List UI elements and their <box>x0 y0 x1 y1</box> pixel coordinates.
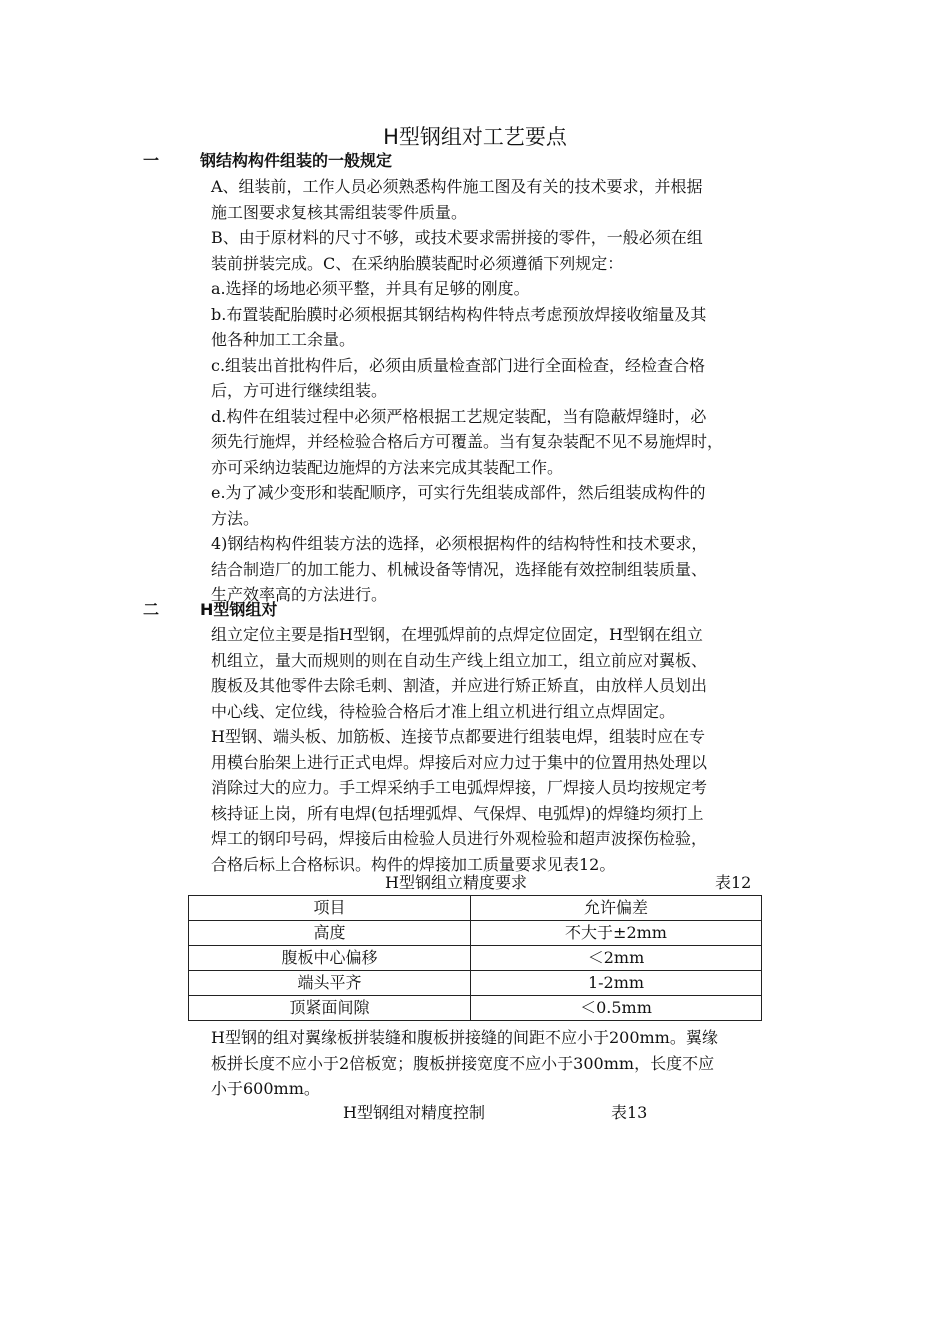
table-header-row <box>189 896 762 921</box>
table-header-cell: 允许偏差 <box>471 896 762 921</box>
table-12-caption: H型钢组立精度要求 <box>385 873 527 892</box>
paragraph-line: 生产效率高的方法进行。 <box>211 585 388 604</box>
table-cell: 顶紧面间隙 <box>189 996 471 1021</box>
paragraph-line: b.布置装配胎膜时必须根据其钢结构构件特点考虑预放焊接收缩量及其 <box>211 304 707 324</box>
table-cell: 端头平齐 <box>189 971 471 996</box>
paragraph-line: 装前拼装完成。C、在采纳胎膜装配时必须遵循下列规定： <box>211 253 624 273</box>
paragraph-line: 施工图要求复核其需组装零件质量。 <box>211 202 468 222</box>
paragraph-line: H型钢的组对翼缘板拼装缝和腹板拼接缝的间距不应小于200mm。翼缘 <box>211 1028 718 1047</box>
paragraph-line: 结合制造厂的加工能力、机械设备等情况，选择能有效控制组装质量、 <box>211 559 708 579</box>
paragraph-line: 4)钢结构构件组装方法的选择，必须根据构件的结构特性和技术要求， <box>211 534 708 553</box>
paragraph-line: 用模台胎架上进行正式电焊。焊接后对应力过于集中的位置用热处理以 <box>211 752 708 772</box>
paragraph-line: 亦可采纳边装配边施焊的方法来完成其装配工作。 <box>211 457 564 477</box>
paragraph-line: e.为了减少变形和装配顺序，可实行先组装成部件，然后组装成构件的 <box>211 483 706 502</box>
paragraph-line: B、由于原材料的尺寸不够，或技术要求需拼接的零件，一般必须在组 <box>211 228 703 247</box>
section-1-number: 一 <box>143 151 160 170</box>
paragraph-line: A、组装前，工作人员必须熟悉构件施工图及有关的技术要求，并根据 <box>211 177 703 196</box>
table-cell: ＜0.5mm <box>471 996 762 1021</box>
table-cell: 高度 <box>189 921 471 946</box>
table-cell: ＜2mm <box>471 946 762 971</box>
paragraph-line: 核持证上岗，所有电焊(包括埋弧焊、气保焊、电弧焊)的焊缝均须打上 <box>211 803 704 823</box>
document-title: H型钢组对工艺要点 <box>383 125 567 149</box>
table-12-label: 表12 <box>715 873 752 892</box>
table-cell: 不大于±2mm <box>471 921 762 946</box>
paragraph-line: 机组立，量大而规则的则在自动生产线上组立加工，组立前应对翼板、 <box>211 650 708 670</box>
table-13-caption: H型钢组对精度控制 <box>343 1103 485 1122</box>
section-2-title: H型钢组对 <box>200 600 278 619</box>
paragraph-line: 方法。 <box>211 508 260 528</box>
table-row <box>189 946 762 971</box>
section-1-title: 钢结构构件组装的一般规定 <box>200 151 393 170</box>
section-1-body <box>211 174 811 608</box>
paragraph-line: 中心线、定位线，待检验合格后才准上组立机进行组立点焊固定。 <box>211 701 676 721</box>
paragraph-line: 须先行施焊，并经检验合格后方可覆盖。当有复杂装配不见不易施焊时， <box>211 432 724 451</box>
section-2-body <box>211 622 811 877</box>
table-header-cell: 项目 <box>189 896 471 921</box>
paragraph-line: a.选择的场地必须平整，并具有足够的刚度。 <box>211 279 530 298</box>
table-row <box>189 921 762 946</box>
section-2-number: 二 <box>143 600 160 619</box>
paragraph-line: 消除过大的应力。手工焊采纳手工电弧焊焊接，厂焊接人员均按规定考 <box>211 778 708 797</box>
paragraph-line: 后，方可进行继续组装。 <box>211 381 388 400</box>
table-cell: 腹板中心偏移 <box>189 946 471 971</box>
paragraph-line: 焊工的钢印号码，焊接后由检验人员进行外观检验和超声波探伤检验， <box>211 829 708 848</box>
paragraph-line: 组立定位主要是指H型钢，在埋弧焊前的点焊定位固定，H型钢在组立 <box>211 625 703 644</box>
table-row <box>189 971 762 996</box>
paragraph-line: 合格后标上合格标识。构件的焊接加工质量要求见表12。 <box>211 854 616 874</box>
paragraph-line: 他各种加工工余量。 <box>211 330 356 349</box>
paragraph-line: c.组装出首批构件后，必须由质量检查部门进行全面检查，经检查合格 <box>211 355 706 375</box>
after-table-body <box>211 1025 811 1102</box>
paragraph-line: 板拼长度不应小于2倍板宽；腹板拼接宽度不应小于300mm，长度不应 <box>211 1053 715 1073</box>
table-row <box>189 996 762 1021</box>
paragraph-line: d.构件在组装过程中必须严格根据工艺规定装配，当有隐蔽焊缝时，必 <box>211 406 707 426</box>
table-12 <box>188 895 762 1021</box>
paragraph-line: H型钢、端头板、加筋板、连接节点都要进行组装电焊，组装时应在专 <box>211 727 705 746</box>
paragraph-line: 腹板及其他零件去除毛刺、割渣，并应进行矫正矫直，由放样人员划出 <box>211 676 708 695</box>
paragraph-line: 小于600mm。 <box>211 1079 320 1098</box>
table-cell: 1-2mm <box>471 971 762 996</box>
table-13-label: 表13 <box>611 1103 648 1122</box>
